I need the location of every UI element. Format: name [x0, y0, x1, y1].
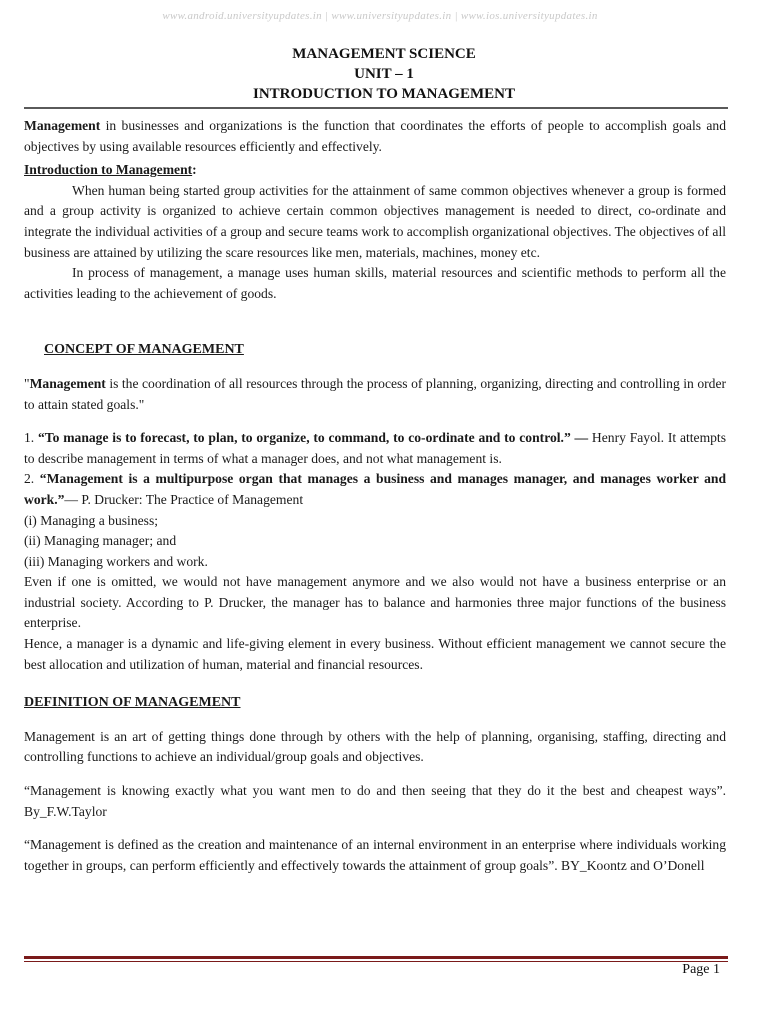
definition-heading [24, 693, 726, 714]
footer-divider [24, 956, 728, 959]
item-1-number: 1. [24, 430, 38, 446]
concept-heading [44, 340, 726, 361]
item-1-quote: “To manage is to forecast, to plan, to organize, to command, to co-ordinate and to control.” — [38, 430, 589, 446]
list-item: (iii) Managing workers and work. [24, 553, 208, 569]
concept-heading-text: CONCEPT OF MANAGEMENT [44, 342, 244, 358]
concept-def-text: is the coordination of all resources through the process of planning, organizing, directing and controlling in order to attain stated goals." [24, 375, 726, 412]
intro-lead-text: in businesses and organizations is the function that coordinates the efforts of people to accomplish goals and objectives by using available resources efficiently and effectively. [24, 118, 726, 154]
document-body [24, 116, 726, 876]
chapter-title: INTRODUCTION TO MANAGEMENT [253, 86, 515, 102]
intro-lead-term: Management [24, 118, 101, 133]
course-title: MANAGEMENT SCIENCE [292, 46, 476, 62]
list-item: (ii) Managing manager; and [24, 533, 177, 549]
concept-item-2 [24, 469, 726, 510]
concept-def-quote: " [24, 375, 30, 391]
watermark-text: www.android.universityupdates.in | www.universityupdates.in | www.ios.universityupdates.in [162, 10, 598, 22]
concept-paragraph-a: Even if one is omitted, we would not have management anymore and we also would not have a business enterprise or an industrial society. According to P. Drucker, the manager has to balance and harmonies three major functions of the business enterprise. [24, 574, 726, 631]
definition-heading-text: DEFINITION OF MANAGEMENT [24, 695, 241, 711]
concept-definition [24, 374, 726, 415]
intro-paragraph-1: When human being started group activities for the attainment of same common objectives whenever a group is formed and a group activity is organized to achieve certain common objectives management is needed to direct, co-ordinate and integrate the individual activities of a group and secure teams work to accomplish organizational objectives. The objectives of all business are attained by utilizing the scare resources like men, materials, machines, money etc. [24, 182, 726, 260]
item-2-number: 2. [24, 471, 40, 487]
intro-heading-text: Introduction to Management [24, 162, 193, 178]
concept-def-term: Management [29, 375, 106, 391]
item-1-text: Henry Fayol. It attempts to describe management in terms of what a manager does, and not what management is. [24, 430, 727, 466]
page-number: Page 1 [682, 962, 720, 977]
intro-heading-colon: : [192, 162, 197, 178]
item-2-text: — P. Drucker: The Practice of Management [64, 491, 304, 507]
list-item: (i) Managing a business; [24, 512, 159, 528]
item-2-quote: “Management is a multipurpose organ that manages a business and manages manager, and manages worker and work.” [24, 471, 726, 507]
unit-title: UNIT – 1 [354, 66, 414, 82]
intro-paragraph-2: In process of management, a manage uses human skills, material resources and scientific methods to perform all the activities leading to the achievement of goods. [24, 265, 726, 301]
intro-paragraph [24, 116, 726, 157]
header-divider [24, 107, 728, 109]
definition-paragraph-2: “Management is knowing exactly what you want men to do and then seeing that they do it the best and cheapest ways”. By_F.W.Taylor [24, 783, 726, 819]
intro-heading [24, 160, 726, 181]
concept-paragraph-b: Hence, a manager is a dynamic and life-giving element in every business. Without efficient management we cannot secure the best allocation and utilization of human, material and financial resources. [24, 636, 726, 672]
concept-item-1 [24, 428, 726, 469]
footer-divider-thin [24, 961, 728, 962]
definition-paragraph-3: “Management is defined as the creation and maintenance of an internal environment in an enterprise where individuals working together in groups, can perform efficiently and effectively towards the attainment of group goals”. BY_Koontz and O’Donell [24, 837, 726, 873]
definition-paragraph-1: Management is an art of getting things done through by others with the help of planning, organising, staffing, directing and controlling functions to achieve an individual/group goals and objectives. [24, 728, 726, 765]
document-header [0, 44, 768, 104]
